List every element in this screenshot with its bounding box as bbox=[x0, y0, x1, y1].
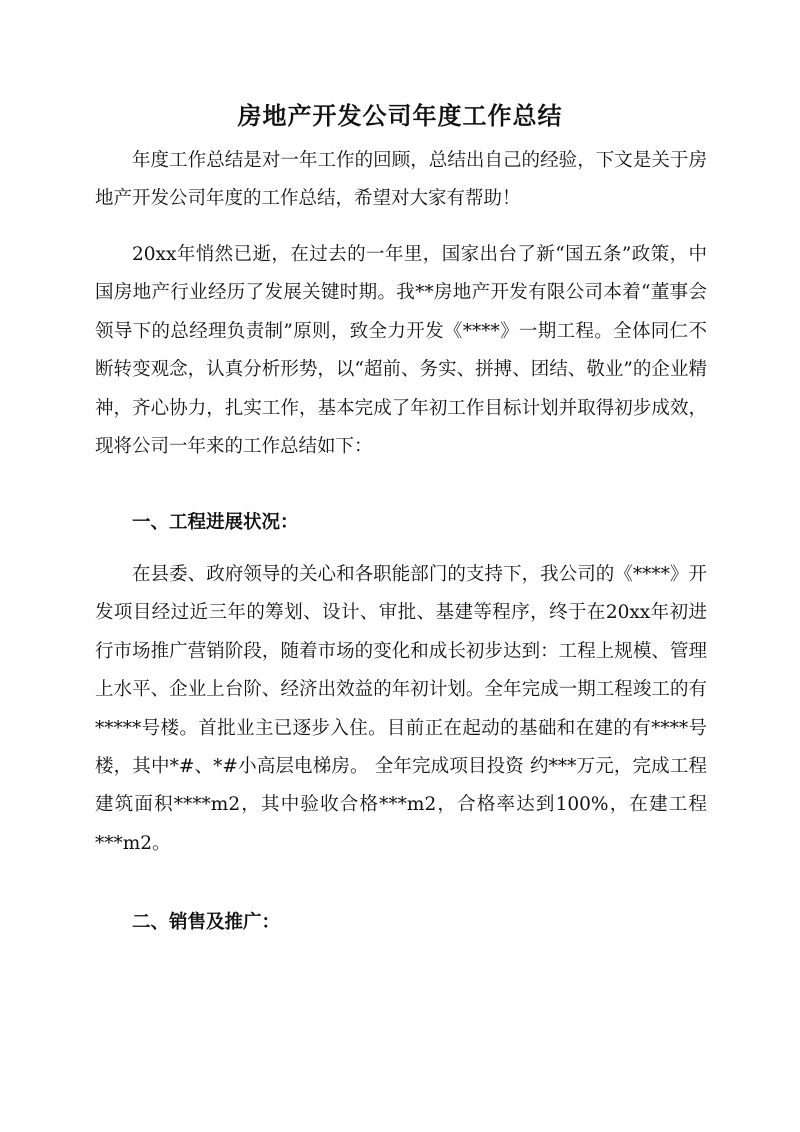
document-title: 房地产开发公司年度工作总结 bbox=[237, 101, 563, 130]
intro-paragraph: 年度工作总结是对一年工作的回顾，总结出自己的经验，下文是关于房地产开发公司年度的工作总结，希望对大家有帮助！ bbox=[95, 150, 707, 210]
engineering-paragraph: 在县委、政府领导的关心和各职能部门的支持下，我公司的《****》开发项目经过近三年的筹划、设计、审批、基建等程序，终于在20xx年初进行市场推广营销阶段，随着市场的变化和成长初步达到：工程上规模、管理上水平、企业上台阶、经济出效益的年初计划。全年完成一期工程竣工的有*****号楼。首批业主已逐步入住。目前正在起动的基础和在建的有****号楼，其中*#、*#小高层电梯房。 全年完成项目投资 约***万元，完成工程建筑面积****m2，其中验收合格***m2，合格率达到100%，在建工程***m2。 bbox=[95, 564, 707, 854]
overview-paragraph: 20xx年悄然已逝，在过去的一年里，国家出台了新“国五条”政策，中国房地产行业经历了发展关键时期。我**房地产开发有限公司本着“董事会领导下的总经理负责制”原则，致全力开发《****》一期工程。全体同仁不断转变观念，认真分析形势，以“超前、务实、拼搏、团结、敬业”的企业精神，齐心协力，扎实工作，基本完成了年初工作目标计划并取得初步成效，现将公司一年来的工作总结如下： bbox=[95, 244, 707, 458]
section-heading-sales-promotion: 二、销售及推广： bbox=[132, 912, 281, 933]
section-heading-engineering-progress: 一、工程进展状况： bbox=[132, 512, 299, 533]
